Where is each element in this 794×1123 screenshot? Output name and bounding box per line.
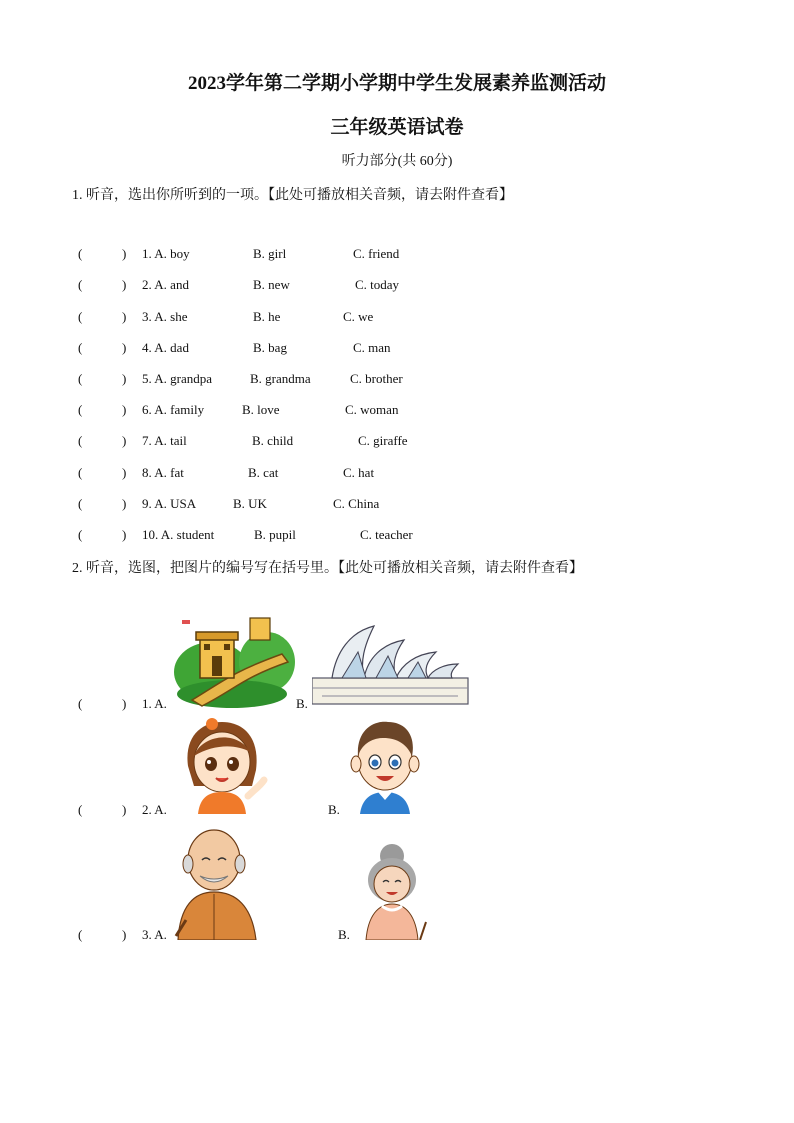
answer-paren-close: ) bbox=[122, 246, 127, 261]
q1-option-a: 7. A. tail bbox=[142, 433, 187, 448]
q1-row bbox=[78, 465, 778, 485]
answer-paren-open[interactable]: ( bbox=[78, 696, 83, 711]
q2-option-a-label: 2. A. bbox=[142, 802, 167, 817]
q2-option-a-label: 3. A. bbox=[142, 927, 167, 942]
q1-option-c: C. woman bbox=[345, 402, 399, 417]
q1-row bbox=[78, 246, 778, 266]
q1-option-b: B. child bbox=[252, 433, 294, 448]
page-title: 2023学年第二学期小学期中学生发展素养监测活动 bbox=[187, 73, 606, 94]
answer-paren-close: ) bbox=[122, 433, 127, 448]
q2-option-a-label: 1. A. bbox=[142, 696, 167, 711]
answer-paren-open[interactable]: ( bbox=[78, 402, 83, 417]
q1-option-c: C. giraffe bbox=[358, 433, 408, 448]
answer-paren-open[interactable]: ( bbox=[78, 277, 83, 292]
q2-option-b-label: B. bbox=[338, 927, 350, 942]
q1-option-b: B. pupil bbox=[254, 527, 296, 542]
opera-house-illustration bbox=[312, 622, 472, 708]
q1-option-b: B. new bbox=[253, 277, 290, 292]
answer-paren-open[interactable]: ( bbox=[78, 340, 83, 355]
q1-option-c: C. China bbox=[333, 496, 380, 511]
q2-option-b-label: B. bbox=[296, 696, 308, 711]
q1-option-a: 6. A. family bbox=[142, 402, 205, 417]
grandpa-illustration bbox=[170, 824, 266, 940]
q1-option-a: 8. A. fat bbox=[142, 465, 184, 480]
answer-paren-close: ) bbox=[122, 696, 127, 711]
q1-row bbox=[78, 496, 778, 516]
q1-row bbox=[78, 340, 778, 360]
q1-row bbox=[78, 402, 778, 422]
page-subtitle: 三年级英语试卷 bbox=[330, 117, 464, 138]
answer-paren-open[interactable]: ( bbox=[78, 309, 83, 324]
answer-paren-open[interactable]: ( bbox=[78, 496, 83, 511]
q1-option-b: B. bag bbox=[253, 340, 287, 355]
q1-option-a: 10. A. student bbox=[142, 527, 215, 542]
answer-paren-open[interactable]: ( bbox=[78, 433, 83, 448]
q1-row bbox=[78, 433, 778, 453]
great-wall-illustration bbox=[172, 612, 296, 708]
q1-option-b: B. UK bbox=[233, 496, 267, 511]
q1-option-a: 4. A. dad bbox=[142, 340, 189, 355]
answer-paren-close: ) bbox=[122, 277, 127, 292]
q1-row bbox=[78, 277, 778, 297]
answer-paren-open[interactable]: ( bbox=[78, 246, 83, 261]
q1-option-c: C. teacher bbox=[360, 527, 413, 542]
answer-paren-close: ) bbox=[122, 309, 127, 324]
girl-illustration bbox=[178, 716, 268, 814]
q1-option-c: C. today bbox=[355, 277, 400, 292]
answer-paren-close: ) bbox=[122, 527, 127, 542]
q1-option-b: B. cat bbox=[248, 465, 279, 480]
q1-option-a: 5. A. grandpa bbox=[142, 371, 213, 386]
q1-option-a: 3. A. she bbox=[142, 309, 188, 324]
answer-paren-close: ) bbox=[122, 496, 127, 511]
q1-option-a: 1. A. boy bbox=[142, 246, 190, 261]
q1-row bbox=[78, 371, 778, 391]
answer-paren-open[interactable]: ( bbox=[78, 927, 83, 942]
question-1-instruction: 1. 听音，选出你所听到的一项。【此处可播放相关音频，请去附件查看】 bbox=[72, 188, 513, 203]
q1-option-c: C. hat bbox=[343, 465, 375, 480]
answer-paren-close: ) bbox=[122, 927, 127, 942]
q1-option-a: 2. A. and bbox=[142, 277, 189, 292]
answer-paren-open[interactable]: ( bbox=[78, 465, 83, 480]
q1-option-a: 9. A. USA bbox=[142, 496, 197, 511]
q1-option-b: B. love bbox=[242, 402, 280, 417]
answer-paren-close: ) bbox=[122, 340, 127, 355]
answer-paren-close: ) bbox=[122, 402, 127, 417]
q1-row bbox=[78, 527, 778, 547]
grandma-illustration bbox=[356, 842, 428, 940]
answer-paren-close: ) bbox=[122, 802, 127, 817]
q1-option-b: B. girl bbox=[253, 246, 287, 261]
q2-option-b-label: B. bbox=[328, 802, 340, 817]
answer-paren-close: ) bbox=[122, 371, 127, 386]
q1-option-c: C. brother bbox=[350, 371, 403, 386]
answer-paren-open[interactable]: ( bbox=[78, 527, 83, 542]
q1-option-b: B. he bbox=[253, 309, 281, 324]
q1-option-c: C. friend bbox=[353, 246, 400, 261]
q1-option-b: B. grandma bbox=[250, 371, 311, 386]
q1-row bbox=[78, 309, 778, 329]
answer-paren-close: ) bbox=[122, 465, 127, 480]
question-2-instruction: 2. 听音，选图，把图片的编号写在括号里。【此处可播放相关音频，请去附件查看】 bbox=[72, 561, 583, 576]
boy-illustration bbox=[348, 716, 422, 814]
section-heading: 听力部分(共 60分) bbox=[341, 154, 453, 169]
q1-option-c: C. we bbox=[343, 309, 374, 324]
answer-paren-open[interactable]: ( bbox=[78, 802, 83, 817]
q1-option-c: C. man bbox=[353, 340, 391, 355]
answer-paren-open[interactable]: ( bbox=[78, 371, 83, 386]
